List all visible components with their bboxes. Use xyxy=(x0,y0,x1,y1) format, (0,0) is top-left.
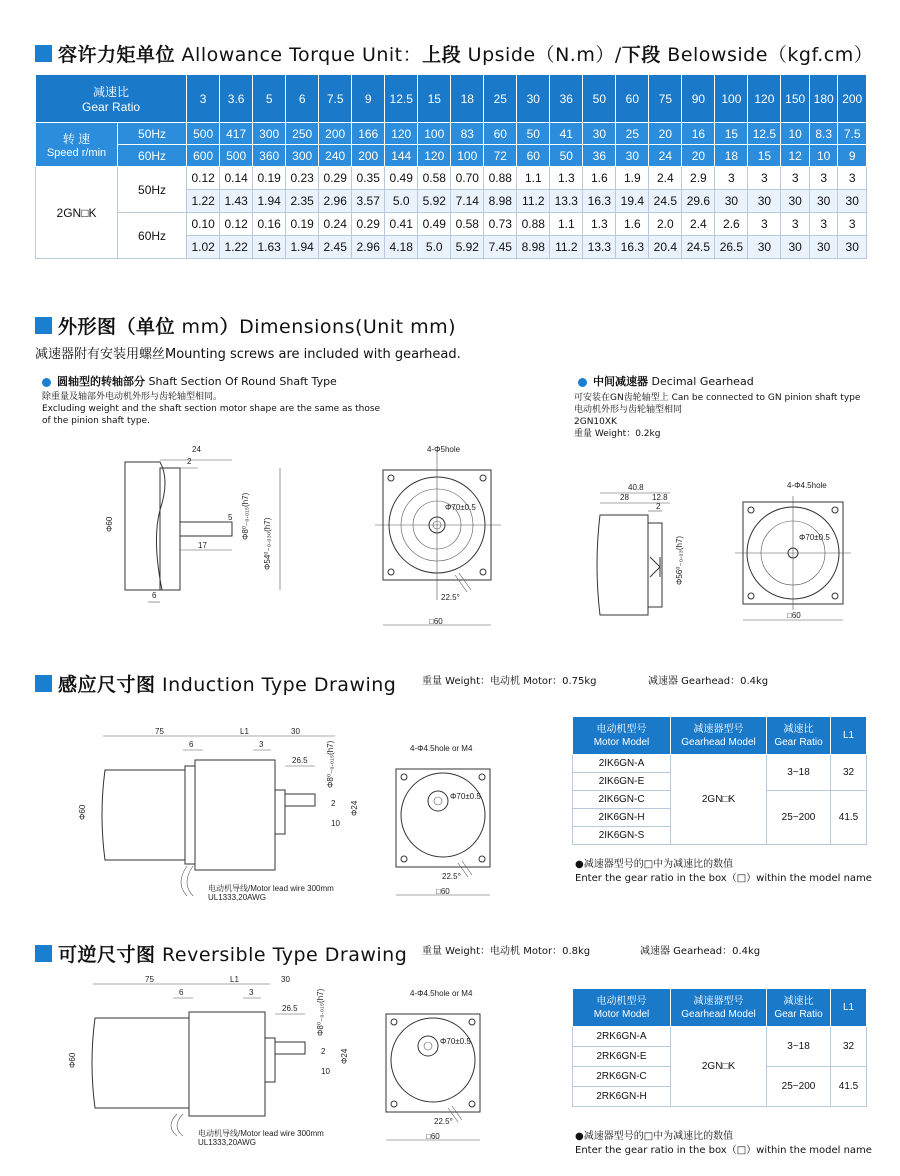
svg-text:28: 28 xyxy=(620,493,629,502)
l1-cell: 32 xyxy=(831,1027,867,1067)
torque-cell: 20.4 xyxy=(649,236,682,259)
svg-text:24: 24 xyxy=(192,445,201,454)
torque-cell: 2.35 xyxy=(286,190,319,213)
speed-cell: 500 xyxy=(187,123,220,145)
motor-model-cell: 2IK6GN-E xyxy=(573,773,671,791)
torque-cell: 11.2 xyxy=(517,190,550,213)
decimal-gearhead-side-drawing xyxy=(590,485,700,615)
gear-ratio-cell: 9 xyxy=(352,75,385,123)
torque-cell: 3 xyxy=(715,167,748,190)
reversible-model-table xyxy=(572,988,867,1107)
induction-heading: 感应尺寸图 Induction Type Drawing xyxy=(35,670,396,697)
torque-cell: 3 xyxy=(838,167,867,190)
torque-cell: 5.92 xyxy=(451,236,484,259)
svg-text:22.5°: 22.5° xyxy=(442,872,461,881)
bullet-icon xyxy=(578,378,587,387)
svg-text:6: 6 xyxy=(179,988,184,997)
torque-cell: 30 xyxy=(715,190,748,213)
mounting-note: 减速器附有安装用螺丝Mounting screws are included with gearhead. xyxy=(35,347,461,362)
speed-cell: 120 xyxy=(385,123,418,145)
reversible-note: ●减速器型号的□中为减速比的数值 Enter the gear ratio in the box（□）within the model name xyxy=(575,1131,872,1156)
speed-cell: 120 xyxy=(418,145,451,167)
frequency-label: 50Hz xyxy=(118,123,187,145)
torque-cell: 0.88 xyxy=(517,213,550,236)
speed-cell: 36 xyxy=(583,145,616,167)
torque-cell: 0.49 xyxy=(418,213,451,236)
gear-ratio-cell: 100 xyxy=(715,75,748,123)
speed-cell: 100 xyxy=(451,145,484,167)
svg-text:Φ70±0.5: Φ70±0.5 xyxy=(799,533,830,542)
ratio-cell: 25~200 xyxy=(767,1067,831,1107)
bullet-icon xyxy=(42,378,51,387)
svg-text:□60: □60 xyxy=(787,611,801,620)
speed-cell: 250 xyxy=(286,123,319,145)
speed-cell: 166 xyxy=(352,123,385,145)
speed-header: 转 速 Speed r/min xyxy=(36,123,118,167)
torque-heading: 容许力矩单位 Allowance Torque Unit：上段 Upside（N.m）/下段 Belowside（kgf.cm） xyxy=(35,40,873,67)
svg-text:3: 3 xyxy=(249,988,254,997)
torque-cell: 26.5 xyxy=(715,236,748,259)
l1-cell: 32 xyxy=(831,755,867,791)
ratio-cell: 25~200 xyxy=(767,791,831,845)
gear-ratio-cell: 12.5 xyxy=(385,75,418,123)
round-shaft-title: 圆轴型的转轴部分 Shaft Section Of Round Shaft Type xyxy=(42,373,337,389)
gear-ratio-cell: 18 xyxy=(451,75,484,123)
torque-cell: 30 xyxy=(781,236,810,259)
torque-cell: 0.16 xyxy=(253,213,286,236)
svg-text:Φ56⁰₋₀.₀₃(h7): Φ56⁰₋₀.₀₃(h7) xyxy=(675,535,684,585)
torque-cell: 0.29 xyxy=(352,213,385,236)
gearhead-model-cell: 2GN□K xyxy=(671,1027,767,1107)
svg-text:2: 2 xyxy=(331,799,336,808)
torque-cell: 1.94 xyxy=(253,190,286,213)
torque-cell: 24.5 xyxy=(649,190,682,213)
svg-text:4-Φ4.5hole: 4-Φ4.5hole xyxy=(787,481,827,490)
svg-text:75: 75 xyxy=(155,727,164,736)
gear-ratio-cell: 75 xyxy=(649,75,682,123)
gear-ratio-cell: 25 xyxy=(484,75,517,123)
svg-text:电动机导线/Motor lead wire 300mm: 电动机导线/Motor lead wire 300mm xyxy=(208,884,334,893)
gear-ratio-cell: 60 xyxy=(616,75,649,123)
svg-text:Φ70±0.5: Φ70±0.5 xyxy=(445,503,476,512)
motor-model-cell: 2RK6GN-A xyxy=(573,1027,671,1047)
svg-text:□60: □60 xyxy=(426,1132,440,1141)
torque-cell: 4.18 xyxy=(385,236,418,259)
speed-cell: 20 xyxy=(682,145,715,167)
gear-ratio-header: 减速比 Gear Ratio xyxy=(36,75,187,123)
svg-text:4-Φ5hole: 4-Φ5hole xyxy=(427,445,461,454)
svg-text:□60: □60 xyxy=(429,617,443,626)
svg-text:30: 30 xyxy=(291,727,300,736)
torque-cell: 2.4 xyxy=(649,167,682,190)
speed-cell: 24 xyxy=(649,145,682,167)
frequency-label: 60Hz xyxy=(118,213,187,259)
torque-cell: 16.3 xyxy=(616,236,649,259)
motor-model-cell: 2RK6GN-H xyxy=(573,1087,671,1107)
torque-cell: 1.22 xyxy=(187,190,220,213)
torque-cell: 0.88 xyxy=(484,167,517,190)
speed-cell: 300 xyxy=(286,145,319,167)
motor-model-cell: 2IK6GN-S xyxy=(573,827,671,845)
col-gear-ratio: 减速比 Gear Ratio xyxy=(767,717,831,755)
svg-text:Φ60: Φ60 xyxy=(68,1052,77,1068)
svg-text:22.5°: 22.5° xyxy=(441,593,460,602)
svg-text:Φ60: Φ60 xyxy=(105,516,114,532)
torque-cell: 0.24 xyxy=(319,213,352,236)
torque-cell: 0.58 xyxy=(418,167,451,190)
speed-cell: 12 xyxy=(781,145,810,167)
torque-cell: 1.1 xyxy=(517,167,550,190)
svg-text:电动机导线/Motor lead wire 300mm: 电动机导线/Motor lead wire 300mm xyxy=(198,1129,324,1138)
speed-cell: 500 xyxy=(220,145,253,167)
torque-cell: 19.4 xyxy=(616,190,649,213)
torque-cell: 0.10 xyxy=(187,213,220,236)
svg-text:L1: L1 xyxy=(240,727,249,736)
svg-text:2: 2 xyxy=(321,1047,326,1056)
gear-ratio-cell: 5 xyxy=(253,75,286,123)
dimensions-heading: 外形图（单位 mm）Dimensions(Unit mm) xyxy=(35,312,456,339)
svg-text:UL1333,20AWG: UL1333,20AWG xyxy=(198,1138,256,1147)
torque-cell: 13.3 xyxy=(550,190,583,213)
torque-cell: 30 xyxy=(838,190,867,213)
torque-cell: 11.2 xyxy=(550,236,583,259)
motor-model-cell: 2IK6GN-H xyxy=(573,809,671,827)
torque-cell: 5.0 xyxy=(418,236,451,259)
section-marker-icon xyxy=(35,317,52,334)
torque-cell: 0.58 xyxy=(451,213,484,236)
torque-cell: 24.5 xyxy=(682,236,715,259)
torque-cell: 2.9 xyxy=(682,167,715,190)
torque-cell: 2.96 xyxy=(352,236,385,259)
induction-weight-gear: 减速器 Gearhead：0.4kg xyxy=(648,676,769,687)
torque-cell: 5.0 xyxy=(385,190,418,213)
gear-ratio-cell: 3 xyxy=(187,75,220,123)
col-gearhead-model: 减速器型号 Gearhead Model xyxy=(671,989,767,1027)
round-shaft-side-drawing xyxy=(100,440,290,610)
speed-cell: 360 xyxy=(253,145,286,167)
torque-cell: 1.1 xyxy=(550,213,583,236)
torque-cell: 2.6 xyxy=(715,213,748,236)
reversible-front-drawing xyxy=(380,990,490,1150)
torque-cell: 3 xyxy=(781,213,810,236)
torque-cell: 30 xyxy=(748,236,781,259)
l1-cell: 41.5 xyxy=(831,791,867,845)
gear-ratio-cell: 50 xyxy=(583,75,616,123)
col-gearhead-model: 减速器型号 Gearhead Model xyxy=(671,717,767,755)
speed-cell: 144 xyxy=(385,145,418,167)
svg-text:Φ8⁰₋₀.₀₁₅(h7): Φ8⁰₋₀.₀₁₅(h7) xyxy=(241,492,250,540)
torque-cell: 0.49 xyxy=(385,167,418,190)
svg-text:26.5: 26.5 xyxy=(282,1004,298,1013)
torque-cell: 2.4 xyxy=(682,213,715,236)
speed-cell: 417 xyxy=(220,123,253,145)
speed-cell: 8.3 xyxy=(809,123,838,145)
induction-note: ●减速器型号的□中为减速比的数值 Enter the gear ratio in the box（□）within the model name xyxy=(575,859,872,884)
gear-ratio-cell: 120 xyxy=(748,75,781,123)
gear-ratio-cell: 7.5 xyxy=(319,75,352,123)
decimal-gearhead-front-drawing xyxy=(735,480,855,630)
induction-weight-motor: 重量 Weight：电动机 Motor：0.75kg xyxy=(422,676,597,687)
torque-table xyxy=(35,74,867,259)
speed-cell: 60 xyxy=(517,145,550,167)
motor-model-cell: 2IK6GN-A xyxy=(573,755,671,773)
torque-cell: 8.98 xyxy=(484,190,517,213)
torque-cell: 8.98 xyxy=(517,236,550,259)
svg-text:Φ70±0.5: Φ70±0.5 xyxy=(440,1037,471,1046)
torque-cell: 0.29 xyxy=(319,167,352,190)
svg-text:Φ24: Φ24 xyxy=(340,1048,349,1064)
torque-cell: 3 xyxy=(748,213,781,236)
gearhead-model-cell: 2GN□K xyxy=(671,755,767,845)
gear-ratio-cell: 30 xyxy=(517,75,550,123)
torque-cell: 0.14 xyxy=(220,167,253,190)
torque-cell: 0.12 xyxy=(187,167,220,190)
torque-cell: 0.12 xyxy=(220,213,253,236)
torque-cell: 1.9 xyxy=(616,167,649,190)
speed-cell: 10 xyxy=(781,123,810,145)
svg-text:4-Φ4.5hole or M4: 4-Φ4.5hole or M4 xyxy=(410,989,473,998)
torque-cell: 1.43 xyxy=(220,190,253,213)
torque-cell: 1.94 xyxy=(286,236,319,259)
speed-cell: 15 xyxy=(748,145,781,167)
torque-cell: 2.0 xyxy=(649,213,682,236)
decimal-gearhead-desc: 可安装在GN齿轮轴型上 Can be connected to GN pinion shaft type 电动机外形与齿轮轴型相同 2GN10XK 重量 Weight：0.2kg xyxy=(574,393,861,439)
section-marker-icon xyxy=(35,675,52,692)
torque-cell: 30 xyxy=(781,190,810,213)
svg-text:26.5: 26.5 xyxy=(292,756,308,765)
torque-cell: 0.70 xyxy=(451,167,484,190)
speed-cell: 30 xyxy=(583,123,616,145)
torque-cell: 1.6 xyxy=(616,213,649,236)
section-marker-icon xyxy=(35,45,52,62)
torque-cell: 30 xyxy=(809,236,838,259)
torque-cell: 0.41 xyxy=(385,213,418,236)
svg-text:2: 2 xyxy=(656,502,661,511)
gear-ratio-cell: 15 xyxy=(418,75,451,123)
round-shaft-desc: 除重量及轴部外电动机外形与齿轮轴型相同。 Excluding weight and the shaft section motor shape are the same as those of the pinion shaft type. xyxy=(42,392,381,426)
torque-cell: 0.23 xyxy=(286,167,319,190)
svg-text:Φ8⁰₋₀.₀₁₅(h7): Φ8⁰₋₀.₀₁₅(h7) xyxy=(326,740,335,788)
speed-cell: 600 xyxy=(187,145,220,167)
svg-text:40.8: 40.8 xyxy=(628,483,644,492)
torque-cell: 1.02 xyxy=(187,236,220,259)
torque-cell: 30 xyxy=(748,190,781,213)
speed-cell: 20 xyxy=(649,123,682,145)
speed-cell: 200 xyxy=(319,123,352,145)
motor-model-cell: 2RK6GN-C xyxy=(573,1067,671,1087)
speed-cell: 18 xyxy=(715,145,748,167)
svg-text:5: 5 xyxy=(228,513,233,522)
svg-text:12.8: 12.8 xyxy=(652,493,668,502)
col-l1: L1 xyxy=(831,989,867,1027)
torque-cell: 1.3 xyxy=(583,213,616,236)
torque-cell: 1.3 xyxy=(550,167,583,190)
section-marker-icon xyxy=(35,945,52,962)
torque-cell: 3 xyxy=(809,167,838,190)
speed-cell: 10 xyxy=(809,145,838,167)
induction-model-table xyxy=(572,716,867,845)
svg-text:17: 17 xyxy=(198,541,207,550)
reversible-side-drawing xyxy=(65,976,365,1156)
torque-cell: 0.73 xyxy=(484,213,517,236)
torque-cell: 3 xyxy=(748,167,781,190)
col-motor-model: 电动机型号 Motor Model xyxy=(573,989,671,1027)
speed-cell: 16 xyxy=(682,123,715,145)
motor-model-cell: 2RK6GN-E xyxy=(573,1047,671,1067)
gear-ratio-cell: 36 xyxy=(550,75,583,123)
svg-text:6: 6 xyxy=(189,740,194,749)
svg-text:30: 30 xyxy=(281,975,290,984)
torque-cell: 30 xyxy=(809,190,838,213)
svg-text:L1: L1 xyxy=(230,975,239,984)
speed-cell: 30 xyxy=(616,145,649,167)
svg-text:10: 10 xyxy=(321,1067,330,1076)
svg-text:□60: □60 xyxy=(436,887,450,896)
torque-cell: 30 xyxy=(838,236,867,259)
torque-cell: 1.22 xyxy=(220,236,253,259)
reversible-weight-motor: 重量 Weight：电动机 Motor：0.8kg xyxy=(422,946,591,957)
speed-cell: 41 xyxy=(550,123,583,145)
induction-front-drawing xyxy=(390,745,500,905)
torque-cell: 1.6 xyxy=(583,167,616,190)
ratio-cell: 3~18 xyxy=(767,1027,831,1067)
speed-cell: 83 xyxy=(451,123,484,145)
speed-cell: 50 xyxy=(550,145,583,167)
svg-text:22.5°: 22.5° xyxy=(434,1117,453,1126)
gear-ratio-cell: 150 xyxy=(781,75,810,123)
speed-cell: 72 xyxy=(484,145,517,167)
torque-cell: 2.45 xyxy=(319,236,352,259)
torque-cell: 0.35 xyxy=(352,167,385,190)
torque-cell: 29.6 xyxy=(682,190,715,213)
torque-cell: 7.45 xyxy=(484,236,517,259)
gear-ratio-cell: 90 xyxy=(682,75,715,123)
speed-cell: 240 xyxy=(319,145,352,167)
svg-text:3: 3 xyxy=(259,740,264,749)
svg-text:UL1333,20AWG: UL1333,20AWG xyxy=(208,893,266,902)
speed-cell: 200 xyxy=(352,145,385,167)
svg-text:4-Φ4.5hole or M4: 4-Φ4.5hole or M4 xyxy=(410,744,473,753)
svg-text:2: 2 xyxy=(187,457,192,466)
decimal-gearhead-title: 中间减速器 Decimal Gearhead xyxy=(578,373,754,389)
svg-text:Φ8⁰₋₀.₀₁₅(h7): Φ8⁰₋₀.₀₁₅(h7) xyxy=(316,988,325,1036)
model-cell: 2GN□K xyxy=(36,167,118,259)
speed-cell: 9 xyxy=(838,145,867,167)
torque-cell: 3 xyxy=(838,213,867,236)
reversible-heading: 可逆尺寸图 Reversible Type Drawing xyxy=(35,940,407,967)
speed-cell: 7.5 xyxy=(838,123,867,145)
speed-cell: 60 xyxy=(484,123,517,145)
gear-ratio-cell: 200 xyxy=(838,75,867,123)
torque-cell: 0.19 xyxy=(286,213,319,236)
torque-cell: 5.92 xyxy=(418,190,451,213)
speed-cell: 15 xyxy=(715,123,748,145)
svg-text:6: 6 xyxy=(152,591,157,600)
torque-cell: 7.14 xyxy=(451,190,484,213)
round-shaft-front-drawing xyxy=(375,440,505,630)
col-l1: L1 xyxy=(831,717,867,755)
speed-cell: 100 xyxy=(418,123,451,145)
col-motor-model: 电动机型号 Motor Model xyxy=(573,717,671,755)
l1-cell: 41.5 xyxy=(831,1067,867,1107)
torque-cell: 3 xyxy=(809,213,838,236)
frequency-label: 60Hz xyxy=(118,145,187,167)
ratio-cell: 3~18 xyxy=(767,755,831,791)
torque-cell: 3 xyxy=(781,167,810,190)
speed-cell: 300 xyxy=(253,123,286,145)
motor-model-cell: 2IK6GN-C xyxy=(573,791,671,809)
torque-cell: 16.3 xyxy=(583,190,616,213)
torque-cell: 2.96 xyxy=(319,190,352,213)
reversible-weight-gear: 减速器 Gearhead：0.4kg xyxy=(640,946,761,957)
gear-ratio-cell: 6 xyxy=(286,75,319,123)
gear-ratio-cell: 180 xyxy=(809,75,838,123)
svg-text:Φ70±0.5: Φ70±0.5 xyxy=(450,792,481,801)
col-gear-ratio: 减速比 Gear Ratio xyxy=(767,989,831,1027)
svg-text:Φ24: Φ24 xyxy=(350,800,359,816)
speed-cell: 50 xyxy=(517,123,550,145)
svg-text:75: 75 xyxy=(145,975,154,984)
frequency-label: 50Hz xyxy=(118,167,187,213)
torque-cell: 0.19 xyxy=(253,167,286,190)
svg-text:10: 10 xyxy=(331,819,340,828)
torque-cell: 1.63 xyxy=(253,236,286,259)
speed-cell: 25 xyxy=(616,123,649,145)
torque-cell: 13.3 xyxy=(583,236,616,259)
speed-cell: 12.5 xyxy=(748,123,781,145)
svg-text:Φ54⁰₋₀.₀₃₀(h7): Φ54⁰₋₀.₀₃₀(h7) xyxy=(263,517,272,570)
torque-cell: 3.57 xyxy=(352,190,385,213)
induction-side-drawing xyxy=(75,728,375,908)
svg-text:Φ60: Φ60 xyxy=(78,804,87,820)
gear-ratio-cell: 3.6 xyxy=(220,75,253,123)
